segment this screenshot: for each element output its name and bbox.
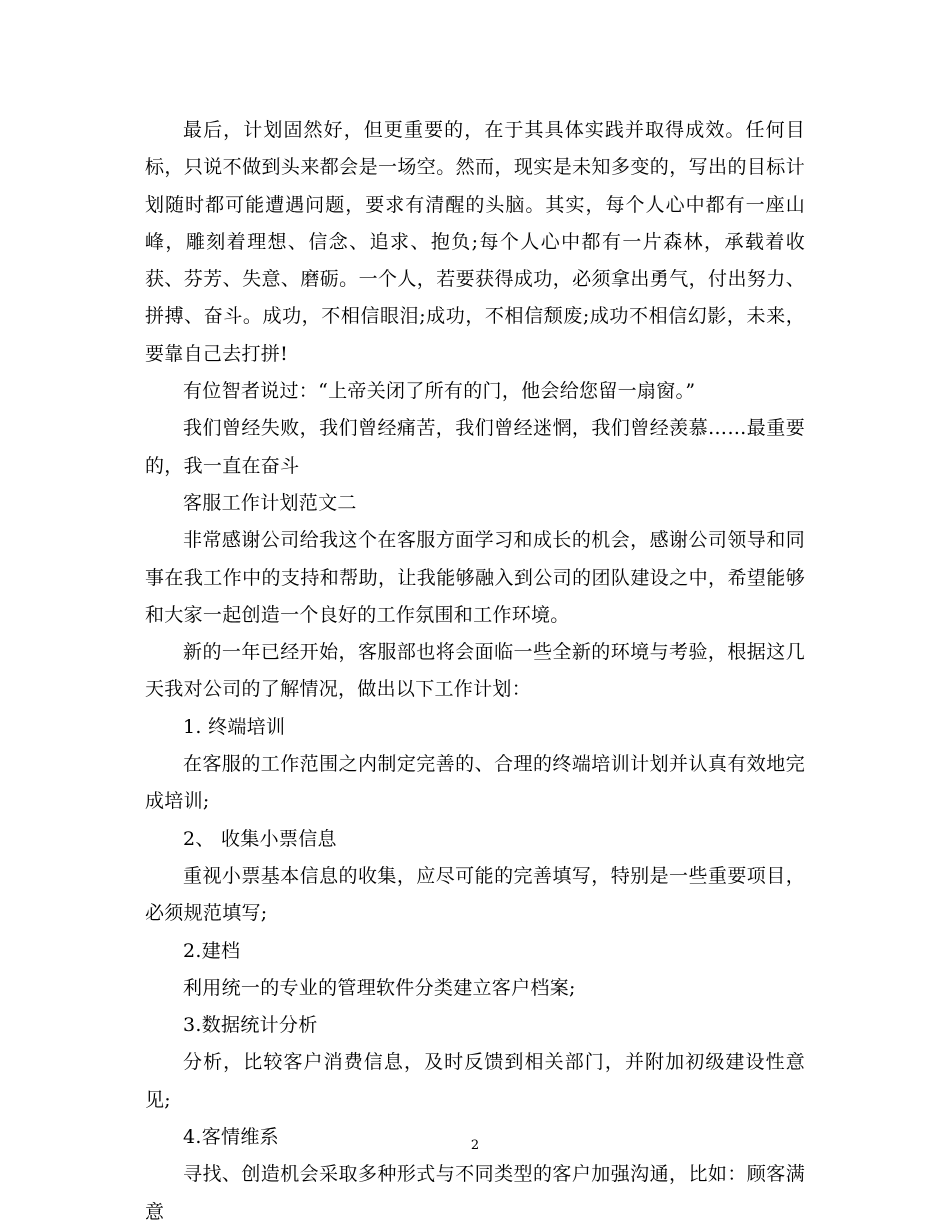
paragraph-conclusion: 最后，计划固然好，但更重要的，在于其具体实践并取得成效。任何目标，只说不做到头来都会是一场空。然而，现实是未知多变的，写出的目标计划随时都可能遭遇问题，要求有清醒的头脑。其实，每个人心中都有一座山峰，雕刻着理想、信念、追求、抱负;每个人心中都有一片森林，承载着收获、芬芳、失意、磨砺。一个人，若要获得成功，必须拿出勇气，付出努力、拼搏、奋斗。成功，不相信眼泪;成功，不相信颓废;成功不相信幻影，未来，要靠自己去打拼! bbox=[145, 119, 805, 365]
paragraph-new-year: 新的一年已经开始，客服部也将会面临一些全新的环境与考验，根据这几天我对公司的了解情况，做出以下工作计划： bbox=[145, 641, 805, 701]
item-heading-receipts: 2、 收集小票信息 bbox=[183, 827, 337, 850]
item-heading-relations: 4.客情维系 bbox=[183, 1126, 279, 1149]
item-body-analysis: 分析，比较客户消费信息，及时反馈到相关部门，并附加初级建设性意见; bbox=[145, 1051, 805, 1111]
item-body-relations: 寻找、创造机会采取多种形式与不同类型的客户加强沟通，比如：顾客满意 bbox=[145, 1163, 805, 1223]
item-heading-training: 1. 终端培训 bbox=[183, 715, 286, 738]
section-title: 客服工作计划范文二 bbox=[183, 491, 357, 514]
item-body-training: 在客服的工作范围之内制定完善的、合理的终端培训计划并认真有效地完成培训; bbox=[145, 753, 805, 813]
paragraph-struggle: 我们曾经失败，我们曾经痛苦，我们曾经迷惘，我们曾经羡慕……最重要的，我一直在奋斗 bbox=[145, 417, 805, 477]
document-body bbox=[145, 112, 805, 1231]
item-heading-archive: 2.建档 bbox=[183, 939, 241, 962]
item-body-archive: 利用统一的专业的管理软件分类建立客户档案; bbox=[183, 976, 576, 999]
paragraph-quote: 有位智者说过：“上帝关闭了所有的门，他会给您留一扇窗。” bbox=[183, 380, 696, 403]
item-heading-analysis: 3.数据统计分析 bbox=[183, 1014, 318, 1037]
item-body-receipts: 重视小票基本信息的收集，应尽可能的完善填写，特别是一些重要项目，必须规范填写; bbox=[145, 864, 805, 925]
paragraph-thanks: 非常感谢公司给我这个在客服方面学习和成长的机会，感谢公司领导和同事在我工作中的支持和帮助，让我能够融入到公司的团队建设之中，希望能够和大家一起创造一个良好的工作氛围和工作环境。 bbox=[145, 529, 805, 626]
page-number: 2 bbox=[470, 1138, 480, 1153]
